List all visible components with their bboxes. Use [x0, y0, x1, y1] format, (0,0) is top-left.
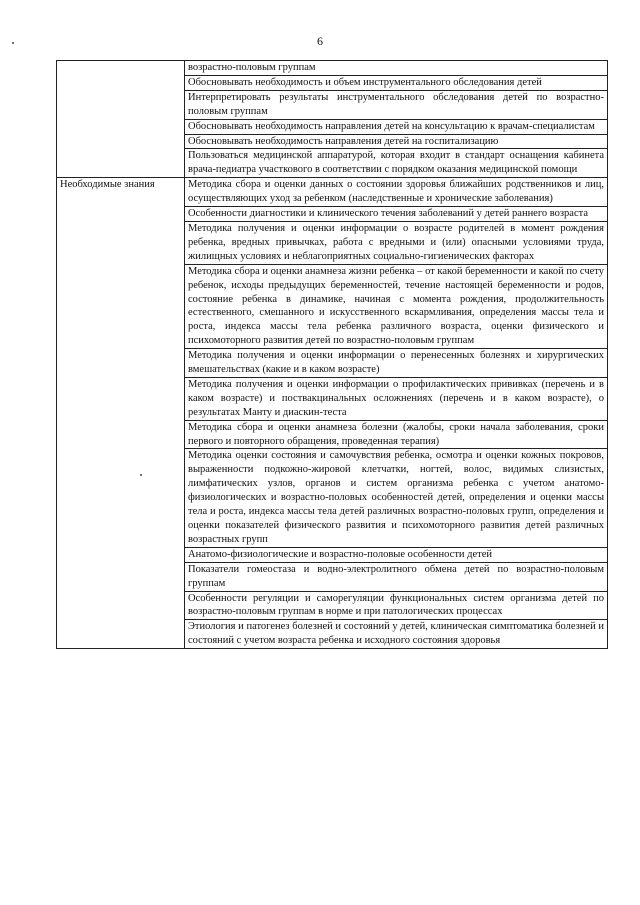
knowledge-item: Особенности диагностики и клинического течения заболеваний у детей раннего возраста	[185, 207, 608, 222]
skill-item: возрастно-половым группам	[185, 61, 608, 76]
page-number: 6	[317, 34, 323, 48]
skills-label-cell	[57, 61, 185, 178]
knowledge-item: Методика оценки состояния и самочувствия ребенка, осмотра и оценки кожных покровов, выраженности подкожно-жировой клетчатки, ногтей, волос, видимых слизистых, лимфатических узлов, органов и систем организма ребенка с учетом анатомо-физиологических и возрастно-половых особенностей детей, определения и оценки массы тела и роста, индекса массы тела детей различных возрастно-половых групп, определения и оценки показателей физического развития и психомоторного развития детей различных возрастных групп	[185, 449, 608, 547]
skill-item: Обосновывать необходимость и объем инструментального обследования детей	[185, 75, 608, 90]
requirements-table	[56, 60, 608, 649]
knowledge-item: Методика получения и оценки информации о возрасте родителей в момент рождения ребенка, вредных привычках, работа с вредными и (или) опасными условиями труда, жилищных условиях и неблагоприятных социально-гигиенических факторах	[185, 221, 608, 264]
knowledge-item: Методика получения и оценки информации о профилактических прививках (перечень и в каком возрасте) и поствакцинальных осложнениях (перечень и в каком возрасте), о результатах Манту и диаскин-теста	[185, 377, 608, 420]
skill-item: Обосновывать необходимость направления детей на госпитализацию	[185, 134, 608, 149]
skill-item: Пользоваться медицинской аппаратурой, которая входит в стандарт оснащения кабинета врача-педиатра участкового в соответствии с порядком оказания медицинской помощи	[185, 149, 608, 178]
scan-speck	[12, 42, 14, 44]
table-row	[57, 61, 608, 76]
skill-item: Интерпретировать результаты инструментального обследования детей по возрастно-половым группам	[185, 90, 608, 119]
knowledge-item: Методика сбора и оценки данных о состоянии здоровья ближайших родственников и лиц, осуществляющих уход за ребенком (наследственные и хронические заболевания)	[185, 178, 608, 207]
knowledge-item: Методика сбора и оценки анамнеза жизни ребенка – от какой беременности и какой по счету ребенок, исходы предыдущих беременностей, течение настоящей беременности и родов, состояние ребенка в динамике, начиная с момента рождения, продолжительность естественного, смешанного и искусственного вскармливания, определения массы тела и роста, индекса массы тела ребенка различного возраста, оценки физического и психомоторного развития детей по возрастно-половым группам	[185, 264, 608, 348]
knowledge-label: Необходимые знания	[57, 178, 185, 649]
knowledge-item: Анатомо-физиологические и возрастно-половые особенности детей	[185, 547, 608, 562]
knowledge-item: Этиология и патогенез болезней и состояний у детей, клиническая симптоматика болезней и состояний с учетом возраста ребенка и исходного состояния здоровья	[185, 620, 608, 649]
knowledge-item: Показатели гомеостаза и водно-электролитного обмена детей по возрастно-половым группам	[185, 562, 608, 591]
skill-item: Обосновывать необходимость направления детей на консультацию к врачам-специалистам	[185, 119, 608, 134]
scan-speck	[140, 474, 142, 476]
knowledge-item: Особенности регуляции и саморегуляции функциональных систем организма детей по возрастно-половым группам в норме и при патологических процессах	[185, 591, 608, 620]
table-row	[57, 178, 608, 207]
knowledge-item: Методика получения и оценки информации о перенесенных болезнях и хирургических вмешательствах (какие и в каком возрасте)	[185, 349, 608, 378]
knowledge-item: Методика сбора и оценки анамнеза болезни (жалобы, сроки начала заболевания, сроки первого и повторного обращения, проведенная терапия)	[185, 420, 608, 449]
